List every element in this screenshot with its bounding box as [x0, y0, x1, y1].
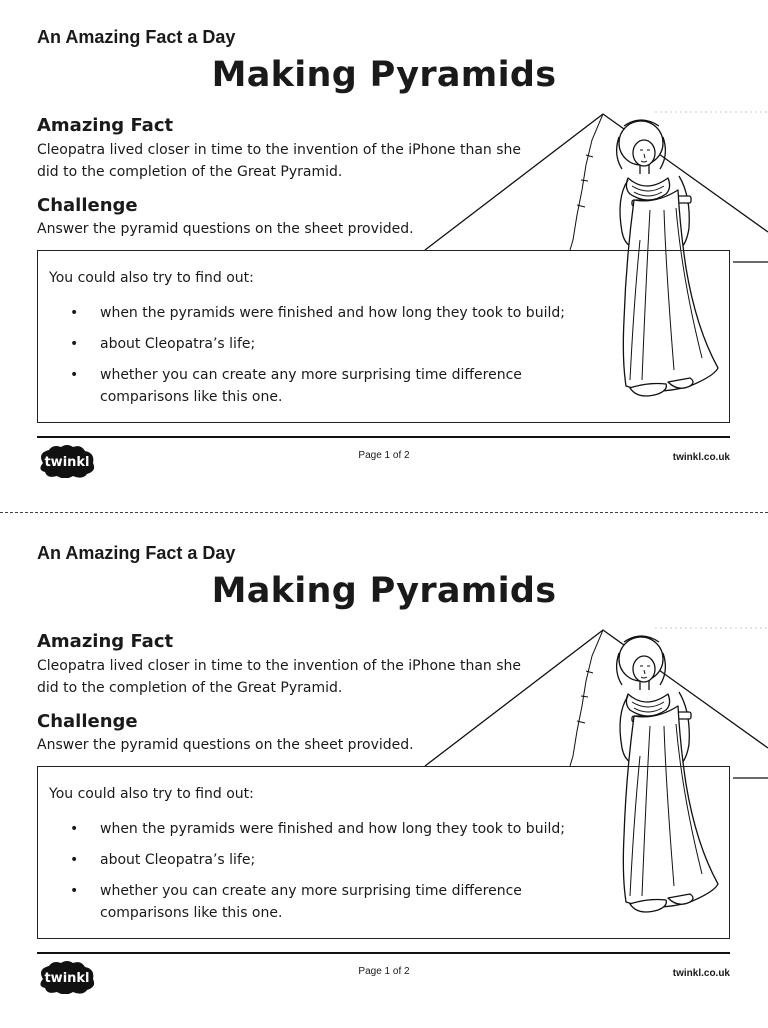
amazing-fact-heading: Amazing Fact: [37, 631, 174, 652]
page-number: Page 1 of 2: [358, 450, 410, 461]
amazing-fact-text: Cleopatra lived closer in time to the invention of the iPhone than she did to the completion of the Great Pyramid.: [37, 142, 522, 180]
find-out-list: [66, 302, 570, 417]
page-title: Making Pyramids: [211, 55, 557, 95]
activity-sheet-top: [0, 0, 768, 512]
list-item: • about Cleopatra’s life;: [66, 333, 570, 355]
challenge-heading: Challenge: [37, 711, 138, 732]
bullet-icon: •: [70, 305, 79, 321]
svg-text:twinkl: twinkl: [44, 971, 90, 986]
list-item: • about Cleopatra’s life;: [66, 849, 570, 871]
find-out-intro: You could also try to find out:: [49, 786, 254, 802]
site-url[interactable]: twinkl.co.uk: [672, 452, 730, 463]
challenge-text: Answer the pyramid questions on the sheet provided.: [37, 737, 414, 753]
amazing-fact-text: Cleopatra lived closer in time to the invention of the iPhone than she did to the completion of the Great Pyramid.: [37, 658, 522, 696]
series-label: An Amazing Fact a Day: [37, 543, 236, 563]
bullet-icon: •: [70, 852, 79, 868]
challenge-text: Answer the pyramid questions on the sheet provided.: [37, 221, 414, 237]
cut-line: [0, 512, 768, 513]
bullet-icon: •: [70, 821, 79, 837]
page-title: Making Pyramids: [211, 571, 557, 611]
site-url[interactable]: twinkl.co.uk: [672, 968, 730, 979]
bullet-icon: •: [70, 367, 79, 383]
find-out-intro: You could also try to find out:: [49, 270, 254, 286]
bullet-icon: •: [70, 883, 79, 899]
list-item: • when the pyramids were finished and how long they took to build;: [66, 818, 570, 840]
list-item: • whether you can create any more surprising time difference comparisons like this one.: [66, 880, 570, 924]
footer-divider: [37, 436, 730, 438]
activity-sheet-bottom: [0, 516, 768, 1028]
series-label: An Amazing Fact a Day: [37, 27, 236, 47]
list-item: • when the pyramids were finished and how long they took to build;: [66, 302, 570, 324]
footer-divider: [37, 952, 730, 954]
amazing-fact-heading: Amazing Fact: [37, 115, 174, 136]
svg-text:twinkl: twinkl: [44, 455, 90, 470]
list-item: • whether you can create any more surprising time difference comparisons like this one.: [66, 364, 570, 408]
bullet-icon: •: [70, 336, 79, 352]
find-out-list: [66, 818, 570, 933]
challenge-heading: Challenge: [37, 195, 138, 216]
page-number: Page 1 of 2: [358, 966, 410, 977]
